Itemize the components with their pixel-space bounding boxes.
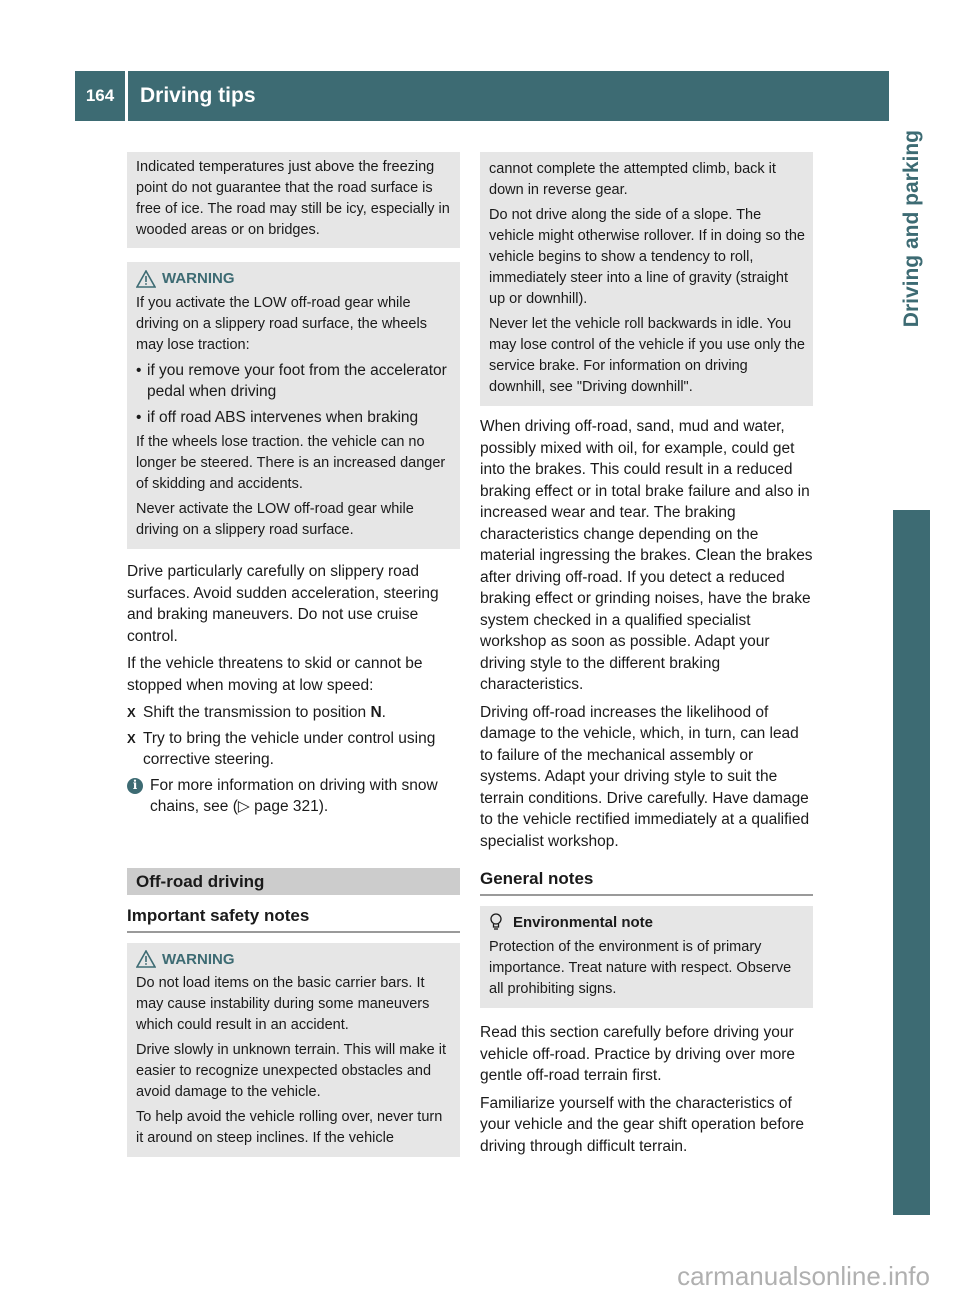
chapter-tab: [893, 130, 930, 510]
info-text: For more information on driving with snow chains, see (▷ page 321).: [150, 776, 438, 815]
warning-box-offroad: [127, 943, 460, 1158]
warning-text: Never activate the LOW off-road gear while driving on a slippery road surface.: [136, 501, 414, 538]
warning-text: Drive slowly in unknown terrain. This will make it easier to recognize unexpected obstacles and avoid damage to the vehicle.: [136, 1042, 446, 1100]
warning-title: WARNING: [162, 950, 235, 968]
paragraph: If the vehicle threatens to skid or cannot be stopped when moving at low speed:: [127, 655, 423, 694]
gear-position: N: [370, 704, 382, 721]
right-column: [480, 152, 813, 1163]
info-note: [127, 775, 460, 818]
environment-note-box: [480, 906, 813, 1009]
paragraph: Read this section carefully before driving your vehicle off-road. Practice by driving over more gentle off-road terrain first.: [480, 1024, 796, 1084]
warning-box-low-gear: [127, 262, 460, 549]
warning-text: cannot complete the attempted climb, back it down in reverse gear.: [489, 161, 776, 198]
warning-intro: If you activate the LOW off-road gear while driving on a slippery road surface, the wheels may lose traction:: [136, 294, 427, 353]
warning-triangle-icon: [136, 270, 156, 288]
lightbulb-icon: [489, 913, 503, 931]
warning-text: If the wheels lose traction. the vehicle can no longer be steered. There is an increased danger of skidding and accidents.: [136, 434, 446, 492]
page-title: Driving tips: [128, 71, 889, 121]
watermark: carmanualsonline.info: [677, 1261, 930, 1291]
bullet-text: if off road ABS intervenes when braking: [147, 408, 419, 426]
step-marker-icon: X: [127, 705, 136, 720]
left-column: [127, 152, 460, 1157]
step-text: Try to bring the vehicle under control using corrective steering.: [143, 729, 436, 768]
instruction-step: [127, 728, 460, 771]
page-header: [75, 71, 889, 121]
chapter-tab-label: Driving and parking: [899, 130, 923, 328]
page-number: 164: [75, 71, 125, 121]
env-heading: [489, 912, 805, 934]
warning-heading: [136, 268, 452, 290]
step-marker-icon: X: [127, 730, 136, 746]
chapter-tab-bar: [893, 510, 930, 1215]
list-item: • if off road ABS intervenes when braking: [136, 407, 452, 429]
warning-heading: [136, 949, 452, 971]
note-box-ice: [127, 152, 460, 248]
warning-text: Do not load items on the basic carrier bars. It may cause instability during some maneuvers which could result in an accident.: [136, 975, 430, 1033]
paragraph: Drive particularly carefully on slippery road surfaces. Avoid sudden acceleration, steering and braking maneuvers. Do not use cruise control.: [127, 563, 439, 645]
env-text: Protection of the environment is of primary importance. Treat nature with respect. Observe all prohibiting signs.: [489, 939, 792, 997]
paragraph: Driving off-road increases the likelihood of damage to the vehicle, which, in turn, can lead to failure of the mechanical assembly or systems. Adapt your driving style to suit the terrain conditions. Drive carefully. Have damage to the vehicle rectified immediately at a qualified specialist workshop.: [480, 703, 810, 850]
step-text: Shift the transmission to position: [143, 704, 371, 721]
warning-title: WARNING: [162, 270, 235, 287]
note-ice-text: Indicated temperatures just above the freezing point do not guarantee that the road surface is free of ice. The road may still be icy, especially in wooded areas or on bridges.: [136, 159, 450, 238]
warning-box-continued: [480, 152, 813, 406]
list-item: • if you remove your foot from the accelerator pedal when driving: [136, 360, 452, 403]
instruction-step: X Shift the transmission to position N.: [127, 702, 460, 724]
env-title: Environmental note: [513, 913, 654, 931]
paragraph: When driving off-road, sand, mud and water, possibly mixed with oil, for example, could get into the brakes. This could result in a reduced braking effect or in total brake failure and also in increased wear and tear. The braking characteristics change depending on the material ingressing the brakes. Clean the brakes after driving off-road. If you detect a reduced braking effect or grinding noises, have the brake system checked in a qualified specialist workshop as soon as possible. Adapt your driving style to the different braking characteristics.: [480, 418, 813, 693]
info-icon: i: [127, 778, 143, 794]
subsection-heading: Important safety notes: [127, 905, 460, 933]
warning-triangle-icon: [136, 950, 156, 968]
subsection-heading: General notes: [480, 868, 813, 896]
section-heading: Off-road driving: [127, 868, 460, 896]
warning-text: To help avoid the vehicle rolling over, never turn it around on steep inclines. If the vehicle: [136, 1109, 443, 1146]
warning-text: Do not drive along the side of a slope. The vehicle might otherwise rollover. If in doing so the vehicle begins to show a tendency to roll, immediately steer into a line of gravity (straight up or downhill).: [489, 207, 805, 307]
paragraph: Familiarize yourself with the characteristics of your vehicle and the gear shift operation before driving through difficult terrain.: [480, 1094, 804, 1155]
bullet-text: if you remove your foot from the accelerator pedal when driving: [147, 361, 447, 400]
warning-text: Never let the vehicle roll backwards in idle. You may lose control of the vehicle if you use only the service brake. For information on driving downhill, see "Driving downhill".: [489, 316, 805, 395]
